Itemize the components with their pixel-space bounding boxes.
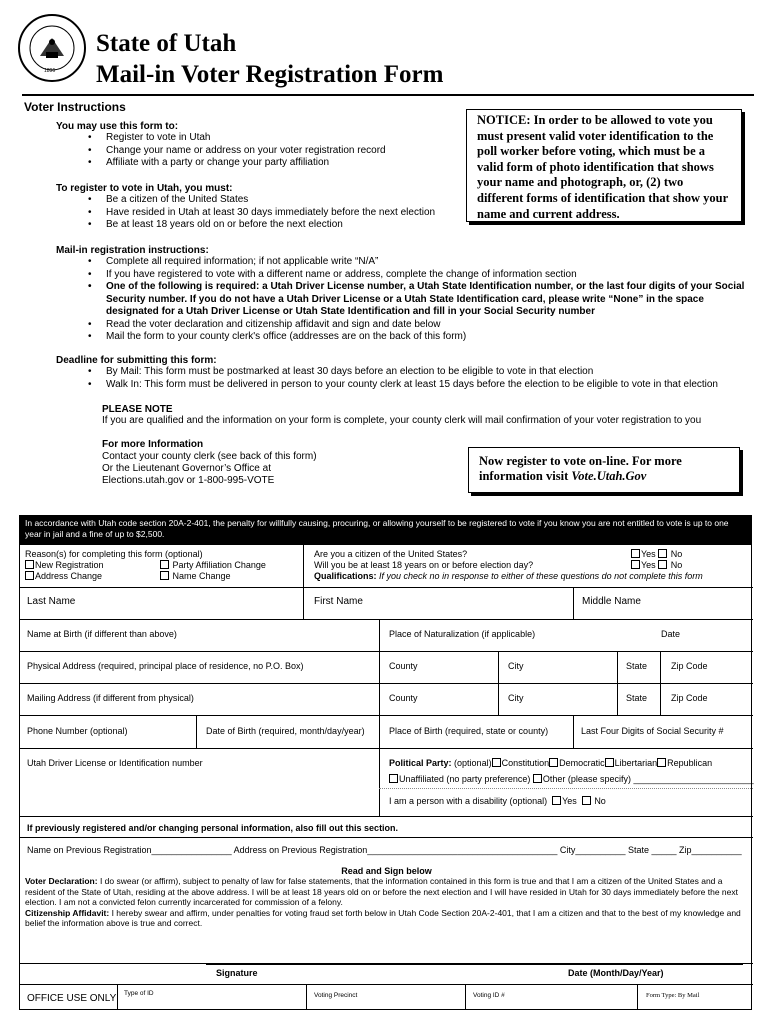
qualifications-label: Qualifications: <box>314 571 377 581</box>
checkbox[interactable] <box>552 796 561 805</box>
qualifications-note <box>314 571 703 581</box>
note-text: If you are qualified and the information on your form is complete, your county clerk will mail confirmation of your voter registration to you <box>102 415 702 426</box>
disability-row <box>389 796 606 806</box>
register-heading: To register to vote in Utah, you must: <box>56 183 233 194</box>
list-item: • Read the voter declaration and citizenship affidavit and sign and date below <box>64 319 746 332</box>
online-text: Now register to vote on-line. For more information visit <box>479 454 682 483</box>
yes-label: Yes <box>562 796 577 806</box>
dob-field[interactable]: Date of Birth (required, month/day/year) <box>206 726 365 736</box>
no-label: No <box>594 796 606 806</box>
header-divider <box>22 94 754 96</box>
checkbox[interactable] <box>533 774 542 783</box>
party-constitution: Constitution <box>501 758 550 768</box>
page-subtitle: Mail-in Voter Registration Form <box>96 61 444 88</box>
seal-text <box>20 16 21 17</box>
checkbox[interactable] <box>631 560 640 569</box>
previous-registration-heading: If previously registered and/or changing personal information, also fill out this section. <box>27 823 399 833</box>
last-name-field[interactable]: Last Name <box>27 596 76 607</box>
first-name-field[interactable]: First Name <box>314 596 363 607</box>
party-unaffiliated: Unaffiliated (no party preference) <box>399 774 531 784</box>
age-yes-no[interactable] <box>631 560 682 570</box>
seal-year: 1896 <box>44 68 56 74</box>
type-of-id-label: Type of ID <box>124 990 154 997</box>
list-item: • Affiliate with a party or change your party affiliation <box>64 157 456 170</box>
name-at-birth-field[interactable]: Name at Birth (if different than above) <box>27 629 177 639</box>
voting-precinct-label: Voting Precinct <box>314 992 358 999</box>
physical-county-field[interactable]: County <box>389 661 418 671</box>
no-label: No <box>670 560 683 570</box>
utah-state-seal <box>18 14 86 82</box>
deadline-heading: Deadline for submitting this form: <box>56 355 217 366</box>
checkbox[interactable] <box>25 571 34 580</box>
declaration-block <box>25 876 747 929</box>
ssn-field[interactable]: Last Four Digits of Social Security # <box>581 726 724 736</box>
reason-name-change[interactable] <box>160 571 231 581</box>
list-item: • Complete all required information; if not applicable write “N/A” <box>64 256 746 269</box>
checkbox[interactable] <box>631 549 640 558</box>
birthplace-field[interactable]: Place of Birth (required, state or county) <box>389 726 549 736</box>
yes-label: Yes <box>641 549 656 559</box>
no-label: No <box>670 549 683 559</box>
info-line: Elections.utah.gov or 1-800-995-VOTE <box>102 475 275 486</box>
previous-registration-fields[interactable]: Name on Previous Registration________________ Address on Previous Registration______________________________________ City__________ State _____ Zip__________ <box>27 845 742 855</box>
list-item: • Mail the form to your county clerk's office (addresses are on the back of this form) <box>64 331 746 344</box>
list-item: • One of the following is required: a Utah Driver License number, a Utah State Identification number, or the last four digits of your Social Security number. If you do not have a Utah Driver License or a Utah State Identification card, please write “None” in the space designated for a Utah Driver License or Utah State Identification and fill in your Social Security number <box>64 281 746 319</box>
voter-id-notice: NOTICE: In order to be allowed to vote you must present valid voter identification to the poll worker before voting, which must be a valid form of photo identification that shows your name and photograph, or, (2) two different forms of identification that show your name and current address. <box>466 109 742 222</box>
party-libertarian: Libertarian <box>614 758 658 768</box>
mailing-address-field[interactable]: Mailing Address (if different from physical) <box>27 693 194 703</box>
party-other: Other (please specify) ________________________ <box>542 774 754 784</box>
party-label: Political Party: <box>389 758 452 768</box>
checkbox[interactable] <box>582 796 591 805</box>
physical-city-field[interactable]: City <box>508 661 524 671</box>
mailing-state-field[interactable]: State <box>626 693 648 703</box>
form-type-label: Form Type: By Mail <box>646 992 700 999</box>
naturalization-place-field[interactable]: Place of Naturalization (if applicable) <box>389 629 536 639</box>
reasons-label: Reason(s) for completing this form (optional) <box>25 549 203 559</box>
mailin-heading: Mail-in registration instructions: <box>56 245 209 256</box>
age-question: Will you be at least 18 years on or before election day? <box>314 560 534 570</box>
checkbox[interactable] <box>658 560 667 569</box>
citizen-yes-no[interactable] <box>631 549 682 559</box>
party-row-2 <box>389 774 754 784</box>
checkbox[interactable] <box>160 571 169 580</box>
reason-party-change[interactable] <box>160 560 266 570</box>
sign-heading: Read and Sign below <box>341 866 432 876</box>
physical-zip-field[interactable]: Zip Code <box>671 661 708 671</box>
qualifications-text: If you check no in response to either of these questions do not complete this form <box>379 571 703 581</box>
reason-address-change[interactable] <box>25 571 102 581</box>
party-republican: Republican <box>667 758 713 768</box>
registration-form <box>19 545 752 1010</box>
online-registration-box <box>468 447 740 493</box>
checkbox-label: Party Affiliation Change <box>172 560 266 570</box>
disability-label: I am a person with a disability (optional) <box>389 796 548 806</box>
list-item: • Change your name or address on your voter registration record <box>64 145 456 158</box>
list-item: • Be a citizen of the United States <box>64 194 456 207</box>
checkbox[interactable] <box>605 758 614 767</box>
declaration-label: Voter Declaration: <box>25 876 98 886</box>
info-heading: For more Information <box>102 439 204 450</box>
office-use-label: OFFICE USE ONLY <box>27 993 117 1004</box>
reason-new-registration[interactable] <box>25 560 104 570</box>
affidavit-text: I hereby swear and affirm, under penalties for voting fraud set forth below in Utah Code Section 20A-2-401, that I am a citizen and that to the best of my knowledge and belief the information above is true and correct. <box>25 907 741 928</box>
middle-name-field[interactable]: Middle Name <box>582 596 641 607</box>
license-field[interactable]: Utah Driver License or Identification number <box>27 758 203 768</box>
list-item: • Be at least 18 years old on or before the next election <box>64 219 456 232</box>
signature-label[interactable]: Signature <box>216 968 258 978</box>
physical-state-field[interactable]: State <box>626 661 648 671</box>
naturalization-date-field[interactable]: Date <box>661 629 681 639</box>
checkbox[interactable] <box>160 560 169 569</box>
physical-address-field[interactable]: Physical Address (required, principal place of residence, no P.O. Box) <box>27 661 304 671</box>
list-item: • Walk In: This form must be delivered in person to your county clerk at least 15 days before the election to be eligible to vote in that election <box>64 379 746 392</box>
page-title: State of Utah <box>96 30 237 57</box>
list-item: • By Mail: This form must be postmarked at least 30 days before an election to be eligible to vote in that election <box>64 366 746 379</box>
use-form-heading: You may use this form to: <box>56 121 179 132</box>
checkbox[interactable] <box>549 758 558 767</box>
checkbox[interactable] <box>389 774 398 783</box>
info-line: Or the Lieutenant Governor’s Office at <box>102 463 271 474</box>
yes-label: Yes <box>641 560 656 570</box>
mailing-city-field[interactable]: City <box>508 693 524 703</box>
checkbox-label: New Registration <box>35 560 104 570</box>
checkbox[interactable] <box>658 549 667 558</box>
declaration-text: I do swear (or affirm), subject to penalty of law for false statements, that the information contained in this form is true and that I am a citizen of the United States and a resident of the State of Utah, residing at the above address. I will be at least 18 years old on or before the next election and I will have resided in Utah for 30 days immediately before the next election. I am not a convicted felon currently incarcerated for commission of a felony. <box>25 876 738 907</box>
mailing-zip-field[interactable]: Zip Code <box>671 693 708 703</box>
info-line: Contact your county clerk (see back of this form) <box>102 451 317 462</box>
list-item: • Register to vote in Utah <box>64 132 456 145</box>
checkbox[interactable] <box>25 560 34 569</box>
list-item: • Have resided in Utah at least 30 days immediately before the next election <box>64 207 456 220</box>
checkbox-label: Name Change <box>172 571 231 581</box>
party-row-1 <box>389 758 712 768</box>
checkbox[interactable] <box>657 758 666 767</box>
online-link[interactable]: Vote.Utah.Gov <box>571 469 647 483</box>
phone-field[interactable]: Phone Number (optional) <box>27 726 128 736</box>
list-item: • If you have registered to vote with a different name or address, complete the change of information section <box>64 269 746 282</box>
instructions-heading: Voter Instructions <box>24 100 126 114</box>
penalty-notice: In accordance with Utah code section 20A-2-401, the penalty for willfully causing, procuring, or allowing yourself to be registered to vote if you know you are not entitled to vote is up to one year in jail and a fine of up to $2,500. <box>19 515 752 545</box>
checkbox-label: Address Change <box>35 571 103 581</box>
mailing-county-field[interactable]: County <box>389 693 418 703</box>
voting-id-label: Voting ID # <box>473 992 505 999</box>
party-optional: (optional) <box>454 758 492 768</box>
affidavit-label: Citizenship Affidavit: <box>25 907 110 918</box>
party-democratic: Democratic <box>559 758 605 768</box>
sign-date-label[interactable]: Date (Month/Day/Year) <box>568 968 664 978</box>
note-heading: PLEASE NOTE <box>102 404 173 415</box>
citizen-question: Are you a citizen of the United States? <box>314 549 468 559</box>
checkbox[interactable] <box>492 758 501 767</box>
